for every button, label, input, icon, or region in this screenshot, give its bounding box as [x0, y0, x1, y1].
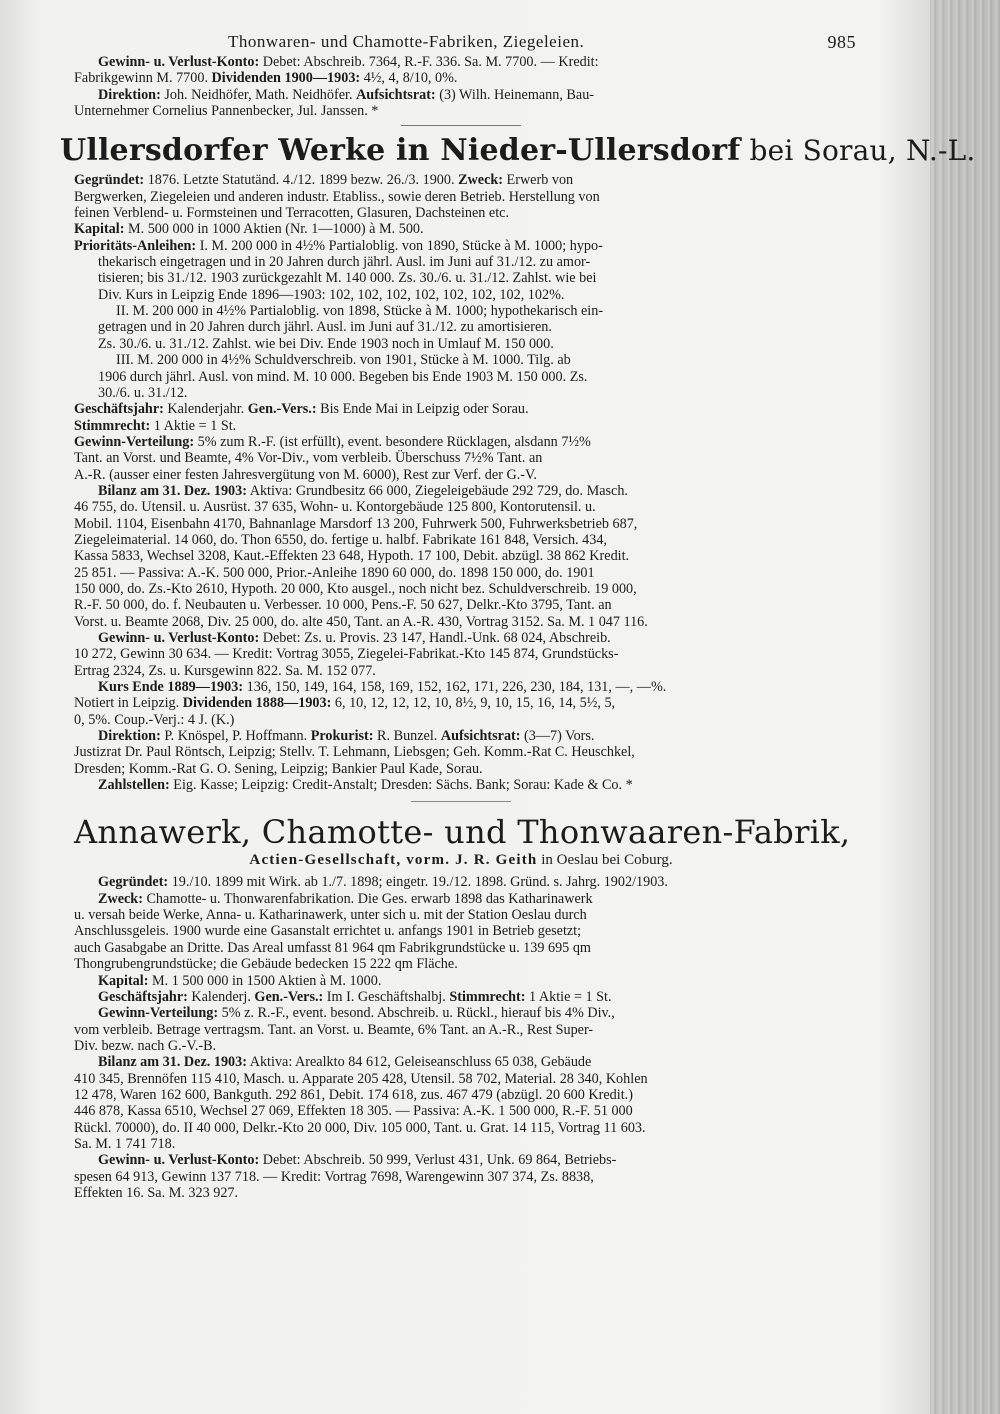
annawerk-subheading: Actien-Gesellschaft, vorm. J. R. Geith in Oeslau bei Coburg. — [249, 852, 673, 869]
ullersdorf-entry — [74, 172, 848, 793]
text-line — [74, 1169, 848, 1185]
text-line — [74, 712, 848, 728]
field-text: Bergwerken, Ziegeleien und anderen industr. Etabliss., sowie deren Betrieb. Herstellung von — [74, 188, 600, 205]
text-line — [74, 221, 848, 237]
field-text: auch Gasabgabe an Dritte. Das Areal umfasst 81 964 qm Fabrikgrundstücke u. 139 695 qm — [74, 939, 591, 956]
field-text: Zs. 30./6. u. 31./12. Zahlst. wie bei Div. Ende 1903 noch in Umlauf M. 150 000. — [98, 335, 554, 352]
field-label: Bilanz am 31. Dez. 1903: — [98, 482, 247, 499]
text-line — [74, 319, 848, 335]
text-line: Direktion: Joh. Neidhöfer, Math. Neidhöfer. Aufsichtsrat: (3) Wilh. Heinemann, Bau- — [98, 86, 595, 103]
field-label: Gewinn- u. Verlust-Konto: — [98, 630, 260, 646]
field-text: feinen Verblend- u. Formsteinen und Terracotten, Glasuren, Dachsteinen etc. — [74, 205, 509, 222]
field-text: 12 478, Waren 162 600, Bankguth. 292 861, Debit. 174 618, zus. 467 479 (abzügl. 20 600 Kredit.) — [74, 1086, 633, 1103]
text-line — [74, 303, 848, 319]
field-label: Gewinn- u. Verlust-Konto: — [98, 1152, 260, 1169]
field-text: 136, 150, 149, 164, 158, 169, 152, 162, 171, 226, 230, 184, 131, —, —%. — [243, 679, 667, 696]
field-text: tisieren; bis 31./12. 1903 zurückgezahlt M. 140 000. Zs. 30./6. u. 31./12. Zahlst. wie bei — [98, 270, 597, 287]
field-text: Div. Kurs in Leipzig Ende 1896—1903: 102, 102, 102, 102, 102, 102, 102, 102%. — [98, 286, 565, 303]
entry-top — [74, 54, 848, 119]
field-text: 10 272, Gewinn 30 634. — Kredit: Vortrag 3055, Ziegelei-Fabrikat.-Kto 145 874, Grundstücks- — [74, 646, 619, 663]
text-line — [74, 761, 848, 777]
text-line — [74, 483, 848, 499]
field-text: 1876. Letzte Statutänd. 4./12. 1899 bezw. 26./3. 1900. — [144, 172, 459, 189]
field-text: Debet: Abschreib. 50 999, Verlust 431, Unk. 69 864, Betriebs- — [259, 1152, 617, 1169]
field-text: Div. bezw. nach G.-V.-B. — [74, 1037, 217, 1054]
text-line — [74, 923, 848, 939]
field-text: R. Bunzel. — [373, 728, 441, 745]
text-line — [74, 450, 848, 466]
text-line — [74, 1185, 848, 1201]
text-line — [74, 940, 848, 956]
text-line — [74, 548, 848, 564]
book-spine-shadow — [930, 0, 1000, 1414]
text-line — [74, 238, 848, 254]
field-text: Ertrag 2324, Zs. u. Kursgewinn 822. Sa. M. 152 077. — [74, 662, 376, 679]
text-line — [74, 728, 848, 744]
field-label: Zweck: — [98, 890, 143, 907]
text-line — [74, 1120, 848, 1136]
text-line — [74, 205, 848, 221]
field-text: 19./10. 1899 mit Wirk. ab 1./7. 1898; eingetr. 19./12. 1898. Gründ. s. Jahrg. 1902/1903. — [168, 874, 668, 891]
text-line — [74, 532, 848, 548]
field-text: thekarisch eingetragen und in 20 Jahren durch jährl. Ausl. im Juni auf 31./12. zu amor- — [98, 254, 591, 271]
field-text: 1906 durch jährl. Ausl. von mind. M. 10 000. Begeben bis Ende 1903 M. 150 000. Zs. — [98, 368, 588, 385]
text-line — [74, 1038, 848, 1054]
text-line — [74, 646, 848, 662]
field-text: Eig. Kasse; Leipzig: Credit-Anstalt; Dresden: Sächs. Bank; Sorau: Kade & Co. * — [169, 777, 633, 794]
field-text: Erwerb von — [503, 172, 574, 189]
text-line — [74, 172, 848, 188]
field-text: Kassa 5833, Wechsel 3208, Kaut.-Effekten 23 648, Hypoth. 17 100, Debit. abzügl. 38 862 Kredit. — [74, 548, 630, 565]
field-label: Kapital: — [98, 972, 149, 989]
field-label: Direktion: — [98, 728, 161, 745]
text-line — [74, 1071, 848, 1087]
field-label: Bilanz am 31. Dez. 1903: — [98, 1054, 247, 1071]
running-title: Thonwaren- und Chamotte-Fabriken, Ziegeleien. — [228, 32, 585, 51]
field-text: 25 851. — Passiva: A.-K. 500 000, Prior.-Anleihe 1890 60 000, do. 1898 150 000, do. 1901 — [74, 564, 595, 581]
field-text: P. Knöspel, P. Hoffmann. — [160, 728, 311, 745]
field-text: 6, 10, 12, 12, 12, 10, 8½, 9, 10, 15, 16, 14, 5½, 5, — [331, 695, 616, 712]
page-number: 985 — [827, 32, 856, 52]
field-text: Tant. an Vorst. und Beamte, 4% Vor-Div., vom verbleib. Überschuss 7½% Tant. an — [74, 450, 543, 467]
field-label: Aufsichtsrat: — [440, 728, 521, 745]
text-line — [74, 352, 848, 368]
field-text: Thongrubengrundstücke; die Gebäude bedecken 15 222 qm Fläche. — [74, 956, 458, 973]
field-text: R.-F. 50 000, do. f. Neubauten u. Verbesser. 10 000, Pens.-F. 50 627, Delkr.-Kto 3795, Tant. an — [74, 597, 612, 614]
text-line — [74, 777, 848, 793]
running-header — [74, 24, 856, 54]
section-divider — [411, 801, 511, 802]
field-text: Debet: Zs. u. Provis. 23 147, Handl.-Unk. 68 024, Abschreib. — [259, 630, 611, 646]
text-line — [74, 418, 848, 434]
text-line: Gewinn- u. Verlust-Konto: Debet: Abschreib. 7364, R.-F. 336. Sa. M. 7700. — Kredit: — [98, 54, 599, 70]
field-text: II. M. 200 000 in 4½% Partialoblig. von 1898, Stücke à M. 1000; hypothekarisch ein- — [116, 303, 604, 320]
text-line — [74, 614, 848, 630]
text-line: Unternehmer Cornelius Pannenbecker, Jul. Janssen. * — [74, 103, 379, 120]
text-line — [74, 254, 848, 270]
field-label: Dividenden 1888—1903: — [182, 695, 332, 712]
text-line — [74, 695, 848, 711]
field-label: Kurs Ende 1889—1903: — [98, 679, 244, 696]
field-text: I. M. 200 000 in 4½% Partialoblig. von 1890, Stücke à M. 1000; hypo- — [196, 237, 603, 254]
text-column — [60, 24, 976, 1201]
annawerk-entry — [74, 874, 848, 1201]
text-line — [74, 679, 848, 695]
field-text: getragen und in 20 Jahren durch jährl. Ausl. im Juni auf 31./12. zu amortisieren. — [98, 319, 552, 336]
field-text: 446 878, Kassa 6510, Wechsel 27 069, Effekten 18 305. — Passiva: A.-K. 1 500 000, R.-F. 51 000 — [74, 1103, 633, 1120]
text-line — [74, 385, 848, 401]
field-text: 1 Aktie = 1 St. — [525, 988, 612, 1005]
field-text: Mobil. 1104, Eisenbahn 4170, Bahnanlage Marsdorf 13 200, Fuhrwerk 500, Fuhrwerksbetrieb 687, — [74, 515, 638, 532]
field-label: Geschäftsjahr: — [74, 401, 164, 418]
text-line — [74, 516, 848, 532]
field-text: III. M. 200 000 in 4½% Schuldverschreib. von 1901, Stücke à M. 1000. Tilg. ab — [116, 352, 571, 369]
field-text: 5% zum R.-F. (ist erfüllt), event. besondere Rücklagen, alsdann 7½% — [194, 433, 591, 450]
field-text: Bis Ende Mai in Leipzig oder Sorau. — [316, 401, 529, 418]
field-text: Ziegeleimaterial. 14 060, do. Thon 6550, do. fertige u. halbf. Fabrikate 161 848, Versich. 434, — [74, 531, 607, 548]
text-line — [74, 744, 848, 760]
text-line — [74, 989, 848, 1005]
field-label: Stimmrecht: — [449, 988, 526, 1005]
text-line — [74, 630, 848, 646]
field-text: Chamotte- u. Thonwarenfabrikation. Die Ges. erwarb 1898 das Katharinawerk — [142, 890, 593, 907]
field-label: Geschäftsjahr: — [98, 988, 188, 1005]
field-label: Prioritäts-Anleihen: — [74, 237, 197, 254]
field-text: Sa. M. 1 741 718. — [74, 1135, 176, 1152]
text-line — [74, 1054, 848, 1070]
field-label: Zahlstellen: — [98, 777, 170, 794]
field-text: 5% z. R.-F., event. besond. Abschreib. u. Rückl., hierauf bis 4% Div., — [218, 1005, 615, 1022]
field-text: M. 1 500 000 in 1500 Aktien à M. 1000. — [148, 972, 382, 989]
text-line — [74, 336, 848, 352]
text-line — [74, 597, 848, 613]
ullersdorf-heading: Ullersdorfer Werke in Nieder-Ullersdorf bei Sorau, N.-L. — [60, 133, 976, 169]
field-text: Kalenderj. — [187, 988, 255, 1005]
field-text: Im I. Geschäftshalbj. — [323, 988, 450, 1005]
annawerk-heading: Annawerk, Chamotte- und Thonwaaren-Fabrik, — [74, 813, 851, 852]
field-label: Gen.-Vers.: — [247, 401, 317, 418]
field-text: 30./6. u. 31./12. — [98, 384, 188, 401]
field-text: 46 755, do. Utensil. u. Ausrüst. 37 635, Wohn- u. Kontorgebäude 125 800, Kontorutensil. u. — [74, 499, 596, 516]
text-line — [74, 565, 848, 581]
field-text: Dresden; Komm.-Rat G. O. Sening, Leipzig; Bankier Paul Kade, Sorau. — [74, 760, 483, 777]
field-text: u. versah beide Werke, Anna- u. Katharinawerk, unter sich u. mit der Station Oeslau durch — [74, 907, 587, 924]
text-line — [74, 581, 848, 597]
text-line — [74, 189, 848, 205]
field-label: Stimmrecht: — [74, 417, 151, 434]
field-label: Gewinn-Verteilung: — [98, 1005, 219, 1022]
text-line — [74, 1022, 848, 1038]
text-line — [74, 973, 848, 989]
text-line — [74, 1103, 848, 1119]
field-text: Vorst. u. Beamte 2068, Div. 25 000, do. alte 450, Tant. an A.-R. 430, Vortrag 3152. Sa. M. 1 047 116. — [74, 613, 648, 630]
field-label: Prokurist: — [310, 728, 374, 745]
section-divider — [401, 125, 521, 126]
field-text: 410 345, Brennöfen 115 410, Masch. u. Apparate 205 428, Utensil. 58 702, Material. 28 340, Kohlen — [74, 1070, 648, 1087]
text-line — [74, 956, 848, 972]
field-text: Effekten 16. Sa. M. 323 927. — [74, 1184, 239, 1201]
text-line — [74, 874, 848, 890]
text-line — [74, 467, 848, 483]
text-line — [74, 287, 848, 303]
text-line: Fabrikgewinn M. 7700. Dividenden 1900—1903: 4½, 4, 8/10, 0%. — [74, 70, 458, 87]
text-line — [74, 270, 848, 286]
text-line — [74, 891, 848, 907]
field-text: Aktiva: Grundbesitz 66 000, Ziegeleigebäude 292 729, do. Masch. — [246, 482, 628, 499]
field-text: Aktiva: Arealkto 84 612, Geleiseanschluss 65 038, Gebäude — [246, 1054, 592, 1071]
field-text: A.-R. (ausser einer festen Jahresvergütung von M. 6000), Rest zur Verf. der G.-V. — [74, 466, 537, 483]
field-text: 0, 5%. Coup.-Verj.: 4 J. (K.) — [74, 711, 235, 728]
field-text: Kalenderjahr. — [163, 401, 248, 418]
field-label: Gen.-Vers.: — [254, 988, 324, 1005]
field-text: Anschlussgeleis. 1900 wurde eine Gasanstalt errichtet u. anfangs 1901 in Betrieb gesetzt; — [74, 923, 582, 940]
field-text: vom verbleib. Betrage vertragsm. Tant. an Vorst. u. Beamte, 6% Tant. an A.-R., Rest Super- — [74, 1021, 594, 1038]
field-text: (3—7) Vors. — [520, 728, 595, 745]
field-label: Zweck: — [458, 172, 503, 189]
field-text: Rückl. 70000), do. II 40 000, Delkr.-Kto 20 000, Div. 105 000, Tant. u. Grat. 14 115, Vortrag 11 603. — [74, 1119, 646, 1136]
field-label: Gegründet: — [74, 172, 145, 189]
text-line — [74, 663, 848, 679]
text-line — [74, 907, 848, 923]
field-text: Notiert in Leipzig. — [74, 695, 183, 712]
text-line — [74, 369, 848, 385]
text-line — [74, 499, 848, 515]
field-text: M. 500 000 in 1000 Aktien (Nr. 1—1000) à M. 500. — [124, 221, 424, 238]
field-text: spesen 64 913, Gewinn 137 718. — Kredit: Vortrag 7698, Warengewinn 307 374, Zs. 8838, — [74, 1168, 594, 1185]
field-text: Justizrat Dr. Paul Röntsch, Leipzig; Stellv. T. Lehmann, Liebsgen; Geh. Komm.-Rat C. Heuschkel, — [74, 744, 635, 761]
field-label: Kapital: — [74, 221, 125, 238]
text-line — [74, 1005, 848, 1021]
field-text: 150 000, do. Zs.-Kto 2610, Hypoth. 20 000, Kto ausgel., noch nicht bez. Schuldverschreib. 19 000, — [74, 580, 637, 597]
text-line — [74, 401, 848, 417]
text-line — [74, 434, 848, 450]
text-line — [74, 1136, 848, 1152]
text-line — [74, 1152, 848, 1168]
field-label: Gegründet: — [98, 874, 169, 891]
field-text: 1 Aktie = 1 St. — [150, 417, 237, 434]
field-label: Gewinn-Verteilung: — [74, 433, 195, 450]
text-line — [74, 1087, 848, 1103]
